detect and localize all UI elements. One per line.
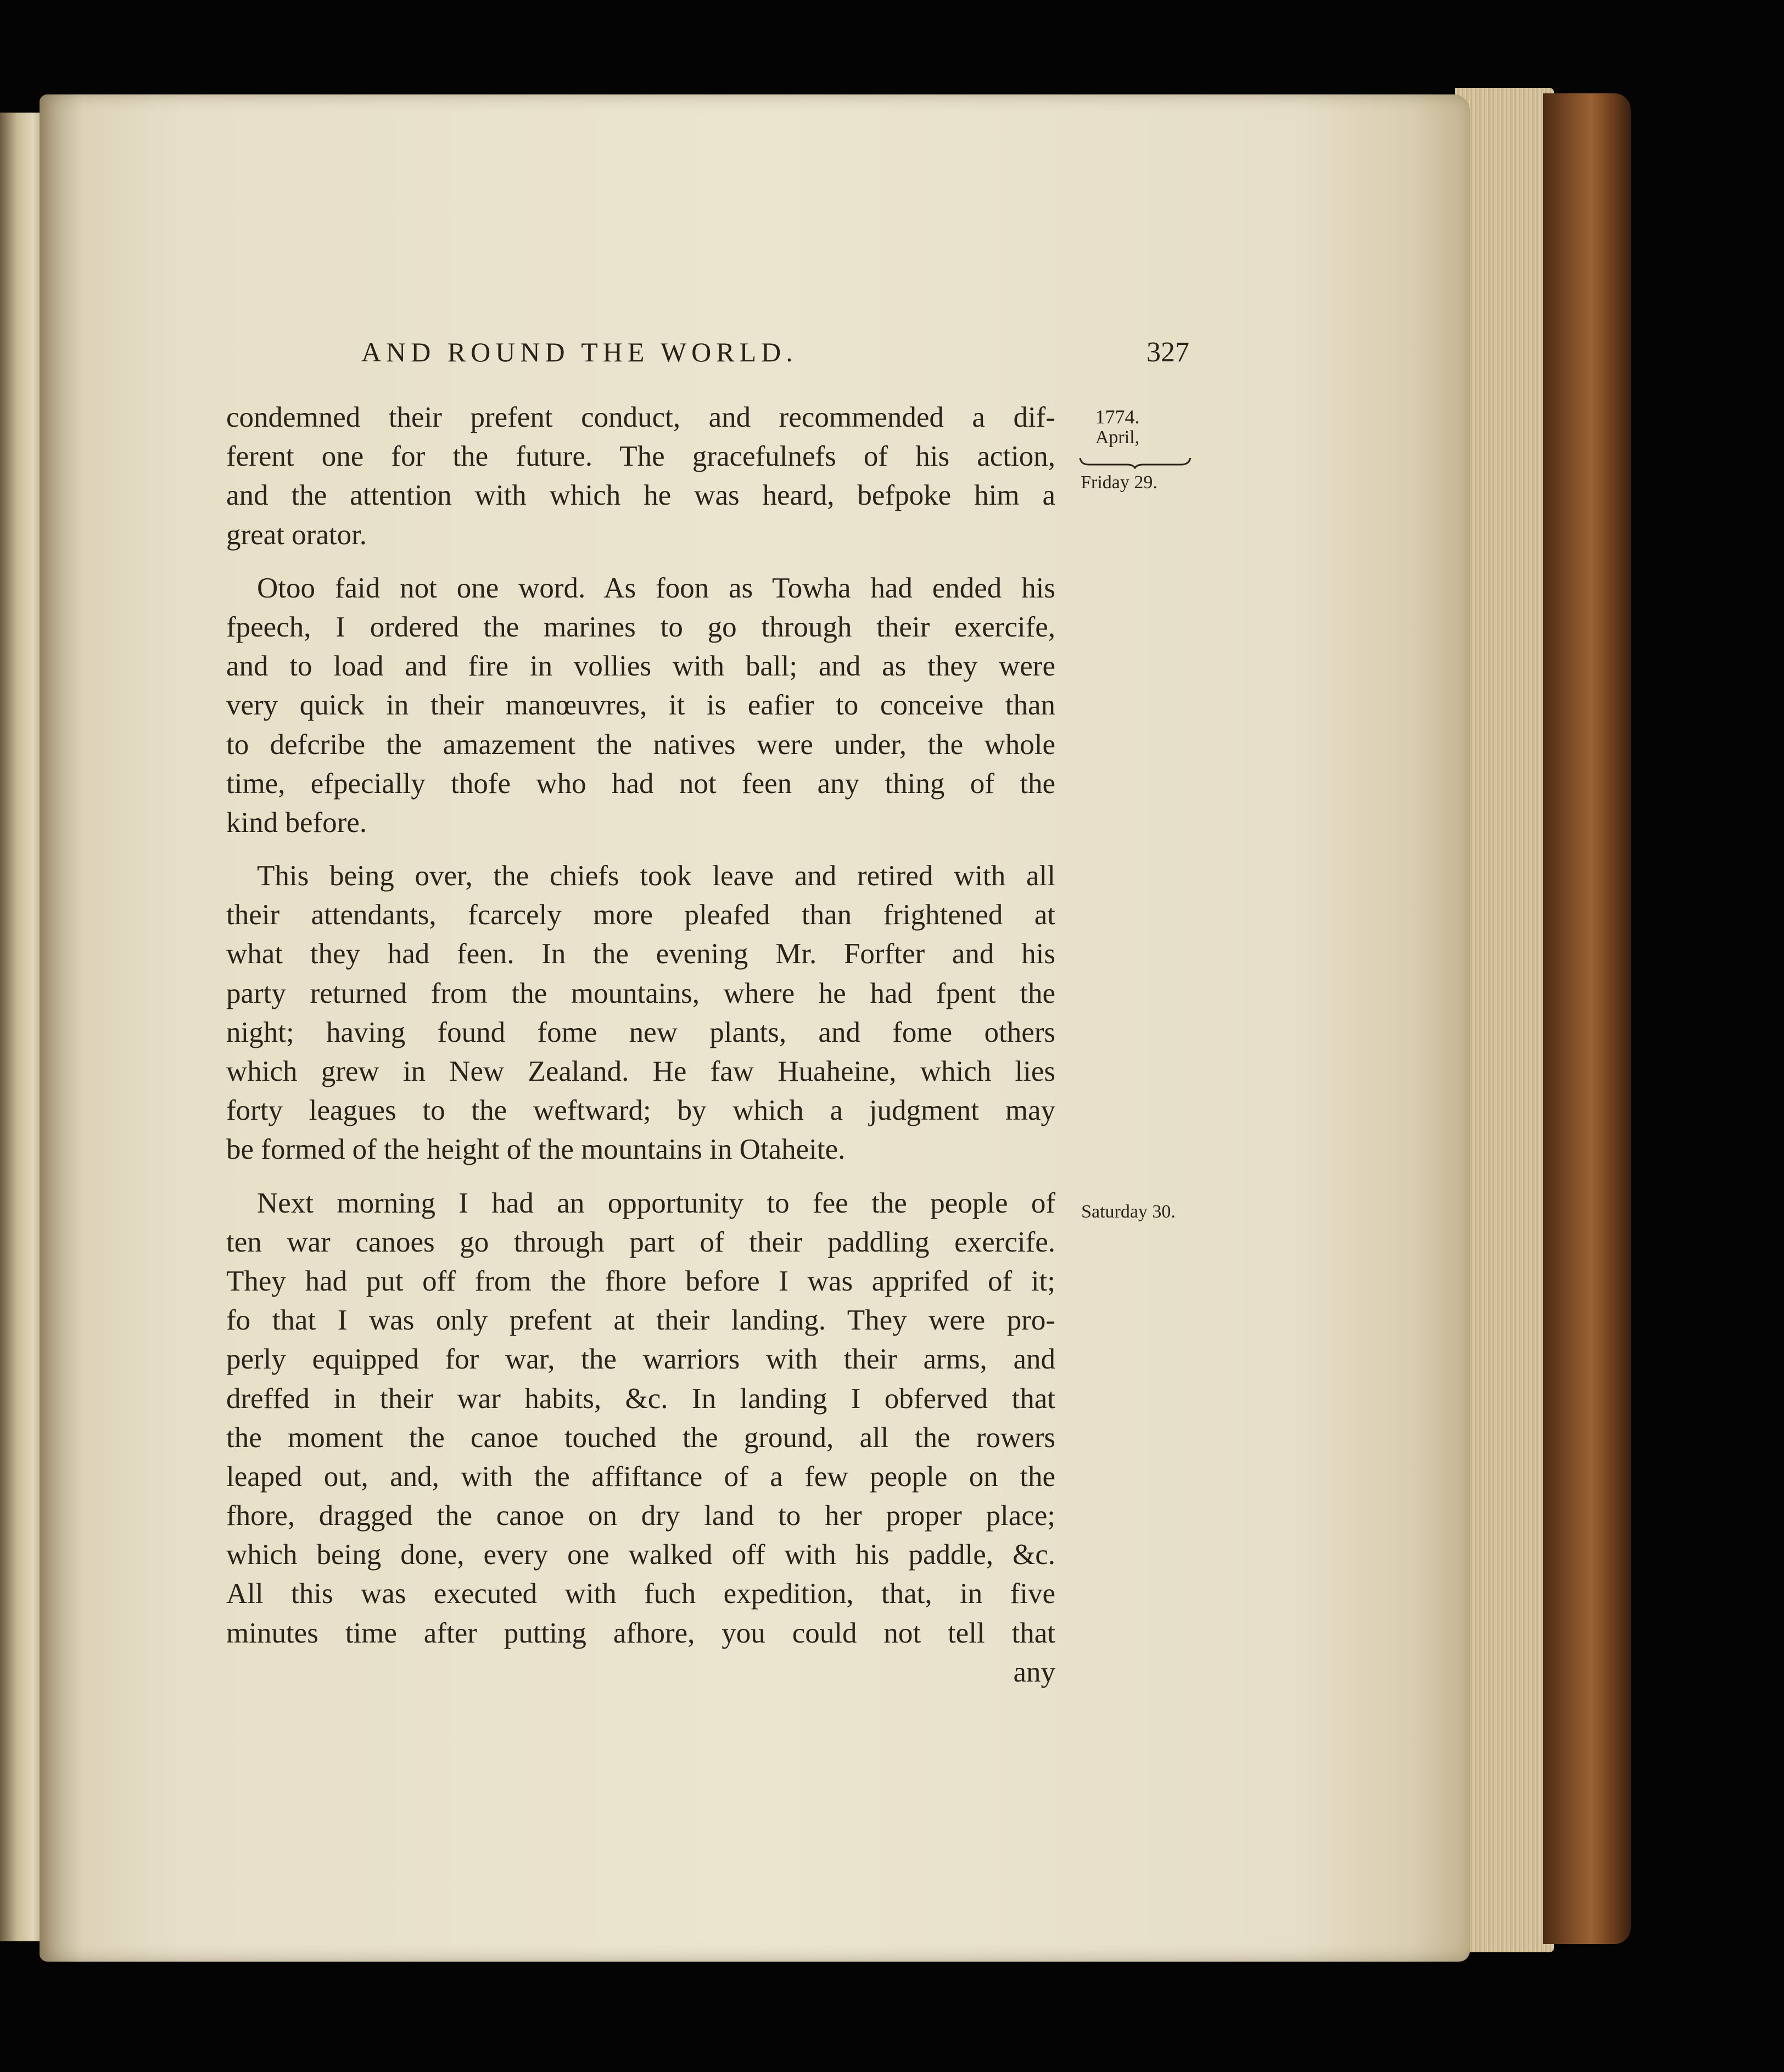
text-line: great orator.	[226, 518, 367, 551]
previous-page-edge	[0, 113, 44, 1941]
text-line: night; having found fome new plants, and fome others	[226, 1016, 1055, 1048]
paragraph-3	[226, 857, 1055, 1170]
text-line: and the attention with which he was heard, befpoke him a	[226, 479, 1055, 512]
text-line: the moment the canoe touched the ground, all the rowers	[226, 1421, 1055, 1454]
leather-cover	[1543, 93, 1631, 1944]
text-line: which grew in New Zealand. He faw Huaheine, which lies	[226, 1055, 1055, 1087]
text-line: perly equipped for war, the warriors with their arms, and	[226, 1343, 1055, 1376]
catchword: any	[1013, 1656, 1055, 1688]
paragraph-4	[226, 1184, 1055, 1692]
page-number: 327	[1147, 337, 1189, 368]
text-line: forty leagues to the weftward; by which a judgment may	[226, 1094, 1055, 1127]
text-line: fo that I was only prefent at their landing. They were pro-	[226, 1304, 1055, 1337]
text-line: what they had feen. In the evening Mr. Forfter and his	[226, 938, 1055, 970]
text-line: which being done, every one walked off with his paddle, &c.	[226, 1539, 1055, 1571]
text-line: This being over, the chiefs took leave and retired with all	[257, 860, 1055, 892]
text-line: time, efpecially thofe who had not feen any thing of the	[226, 767, 1055, 800]
margin-note-month: April,	[1095, 427, 1140, 448]
text-line: fpeech, I ordered the marines to go through their exercife,	[226, 611, 1055, 643]
text-line: and to load and fire in vollies with ball; and as they were	[226, 650, 1055, 683]
paragraph-2	[226, 569, 1055, 842]
running-title: AND ROUND THE WORLD.	[361, 337, 798, 367]
text-line: Otoo faid not one word. As foon as Towha had ended his	[257, 572, 1055, 604]
margin-note-year: 1774.	[1095, 406, 1140, 428]
text-line: ten war canoes go through part of their paddling exercife.	[226, 1226, 1055, 1258]
text-line: kind before.	[226, 806, 367, 839]
text-line: party returned from the mountains, where he had fpent the	[226, 977, 1055, 1009]
text-line: leaped out, and, with the affiftance of a few people on the	[226, 1460, 1055, 1493]
brace-mark	[1079, 457, 1192, 469]
text-line: very quick in their manœuvres, it is eafier to conceive than	[226, 689, 1055, 722]
page-block-edges	[1455, 88, 1554, 1952]
text-line: minutes time after putting afhore, you could not tell that	[226, 1617, 1055, 1649]
text-line: fhore, dragged the canoe on dry land to her proper place;	[226, 1500, 1055, 1532]
text-line: ferent one for the future. The gracefulnefs of his action,	[226, 440, 1055, 473]
body-text	[226, 398, 1055, 1706]
text-line: to defcribe the amazement the natives were under, the whole	[226, 728, 1055, 761]
text-line: be formed of the height of the mountains in Otaheite.	[226, 1133, 846, 1166]
text-line: All this was executed with fuch expedition, that, in five	[226, 1578, 1055, 1610]
text-line: condemned their prefent conduct, and recommended a dif-	[226, 401, 1055, 433]
text-line: their attendants, fcarcely more pleafed than frightened at	[226, 899, 1055, 931]
margin-note-saturday: Saturday 30.	[1081, 1202, 1176, 1222]
paragraph-1	[226, 398, 1055, 555]
text-line: They had put off from the fhore before I was apprifed of it;	[226, 1265, 1055, 1297]
margin-note-friday: Friday 29.	[1081, 472, 1157, 493]
text-line: dreffed in their war habits, &c. In landing I obferved that	[226, 1382, 1055, 1415]
text-line: Next morning I had an opportunity to fee the people of	[257, 1187, 1055, 1219]
